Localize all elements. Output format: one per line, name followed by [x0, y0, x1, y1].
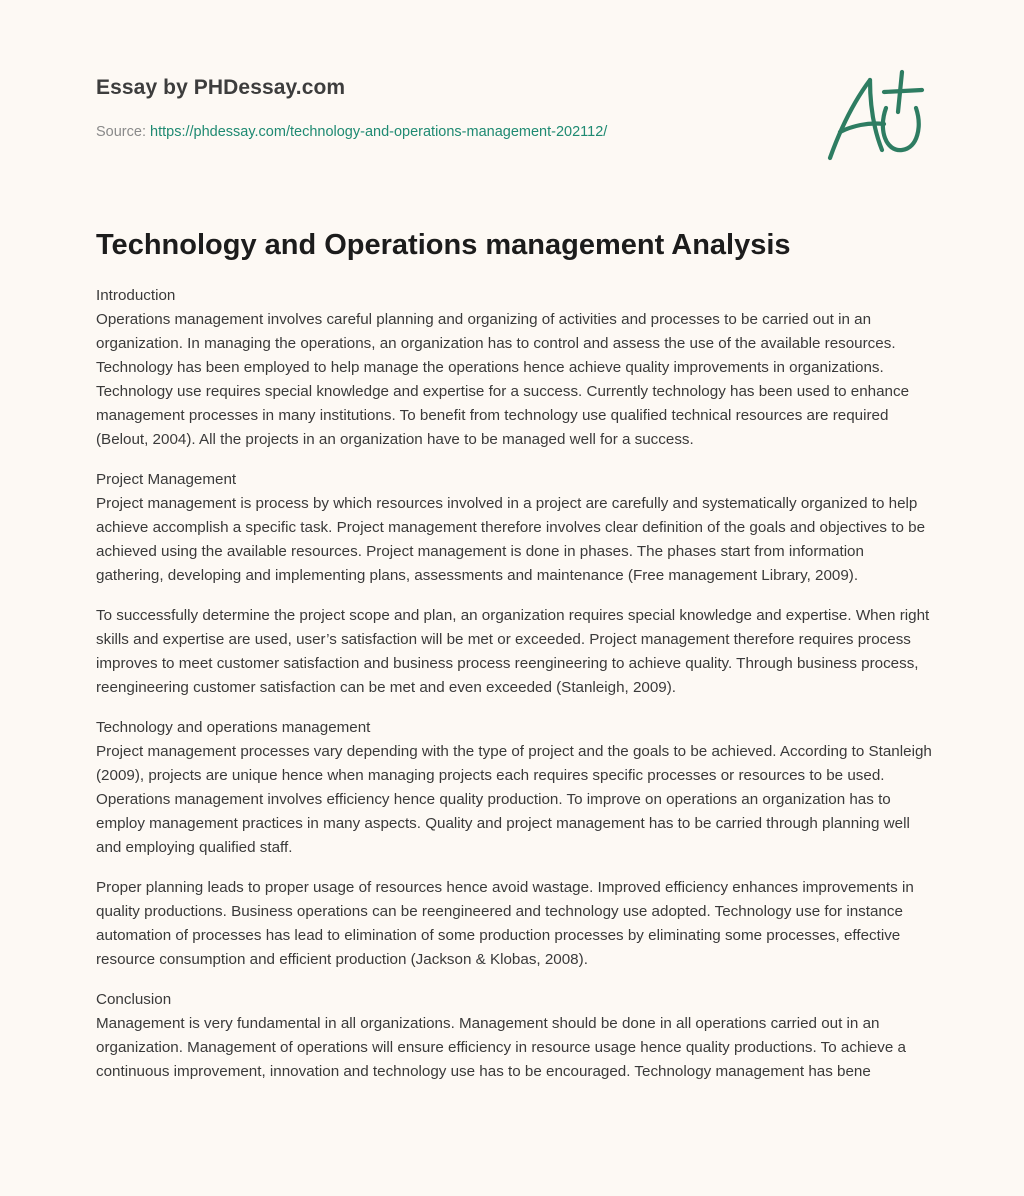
source-label: Source: — [96, 124, 146, 140]
section-text: Project management is process by which resources involved in a project are carefully and systematically organized to help achieve accomplish a specific task. Project management therefore involves clear definition of the goals and objectives to be achieved using the available resources. Project management is done in phases. The phases start from information gathering, developing and implementing plans, assessments and maintenance (Free management Library, 2009). — [96, 495, 926, 584]
section-heading: Conclusion — [96, 991, 172, 1008]
section-text: Operations management involves careful planning and organizing of activities and processes to be carried out in an organization. In managing the operations, an organization has to control and assess the use of the available resources. Technology has been employed to help manage the operations hence achieve quality improvements in organizations. Technology use requires special knowledge and expertise for a success. Currently technology has been used to enhance management processes in many institutions. To benefit from technology use qualified technical resources are required (Belout, 2004). All the projects in an organization have to be managed well for a success. — [96, 311, 910, 448]
logo-a-right-stroke — [870, 80, 882, 150]
logo-a-left-stroke — [830, 80, 870, 158]
logo-plus-horizontal — [884, 90, 922, 92]
a-plus-grade-icon — [826, 68, 926, 164]
section-heading: Technology and operations management — [96, 719, 371, 736]
source-link[interactable]: https://phdessay.com/technology-and-operations-management-202112/ — [150, 124, 608, 140]
section-conclusion — [96, 988, 932, 1084]
section-project-management — [96, 468, 932, 588]
section-heading: Project Management — [96, 471, 237, 488]
essay-title: Technology and Operations management Analysis — [96, 229, 791, 261]
section-text: To successfully determine the project scope and plan, an organization requires special knowledge and expertise. When right skills and expertise are used, user’s satisfaction will be met or exceeded. Project management therefore requires process improves to meet customer satisfaction and business process reengineering to achieve quality. Through business process, reengineering customer satisfaction can be met and even exceeded (Stanleigh, 2009). — [96, 607, 930, 696]
section-introduction — [96, 284, 932, 452]
section-technology-operations — [96, 716, 932, 860]
site-brand: Essay by PHDessay.com — [96, 76, 346, 99]
section-project-scope — [96, 604, 932, 700]
essay-body — [96, 284, 932, 1184]
source-line — [96, 124, 607, 140]
section-heading: Introduction — [96, 287, 176, 304]
section-text: Management is very fundamental in all organizations. Management should be done in all operations carried out in an organization. Management of operations will ensure efficiency in resource usage hence quality productions. To achieve a continuous improvement, innovation and technology use has to be encouraged. Technology management has bene — [96, 1015, 906, 1080]
section-text: Proper planning leads to proper usage of resources hence avoid wastage. Improved efficiency enhances improvements in quality productions. Business operations can be reengineered and technology use adopted. Technology use for instance automation of processes has lead to elimination of some production processes by eliminating some processes, effective resource consumption and efficient production (Jackson & Klobas, 2008). — [96, 879, 914, 968]
logo-swoosh — [883, 108, 919, 150]
section-text: Project management processes vary depending with the type of project and the goals to be achieved. According to Stanleigh (2009), projects are unique hence when managing projects each requires specific processes or resources to be used. Operations management involves efficiency hence quality production. To improve on operations an organization has to employ management practices in many aspects. Quality and project management has to be carried through planning well and employing qualified staff. — [96, 743, 932, 856]
section-proper-planning — [96, 876, 932, 972]
